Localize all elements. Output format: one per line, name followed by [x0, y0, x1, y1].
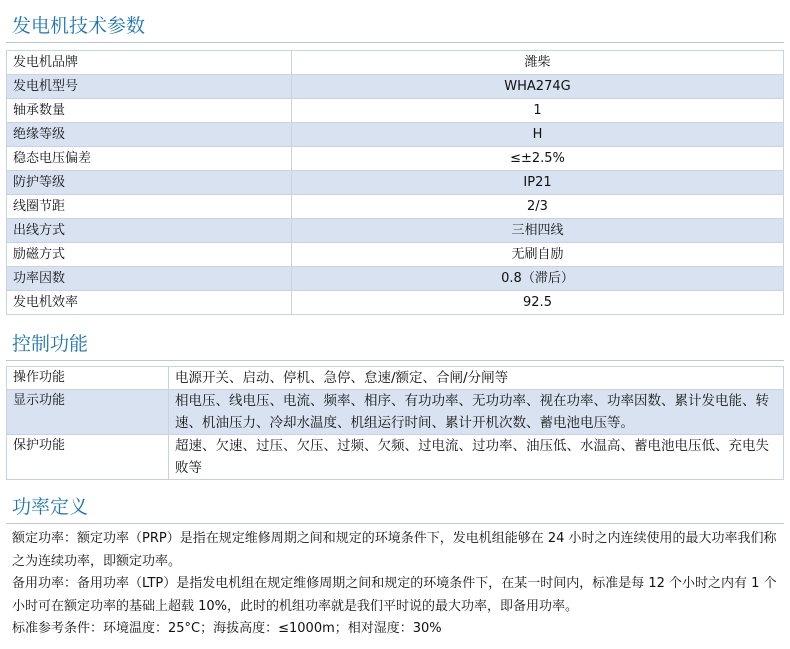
control-label-operation: 操作功能	[7, 367, 169, 390]
spec-label: 线圈节距	[7, 195, 292, 219]
reference-conditions-paragraph: 标准参考条件：环境温度：25°C；海拔高度：≤1000m；相对湿度：30%	[12, 621, 442, 636]
control-desc-protection: 超速、欠速、过压、欠压、过频、欠频、过电流、过功率、油压低、水温高、蓄电池电压低、充电失败等	[169, 435, 784, 480]
spec-value: 2/3	[292, 195, 784, 219]
table-row	[7, 267, 784, 291]
table-row	[7, 291, 784, 315]
rated-power-paragraph: 额定功率：额定功率（PRP）是指在规定维修周期之间和规定的环境条件下，发电机组能够在 24 小时之内连续使用的最大功率我们称之为连续功率，即额定功率。	[12, 531, 777, 569]
standby-power-paragraph: 备用功率：备用功率（LTP）是指发电机组在规定维修周期之间和规定的环境条件下，在某一时间内，标准是每 12 个小时之内有 1 个小时可在额定功率的基础上超载 10%，此时的机组功率就是我们平时说的最大功率，即备用功率。	[12, 576, 777, 614]
spec-value: 三相四线	[292, 219, 784, 243]
control-section-rule	[6, 360, 784, 361]
power-section-rule	[6, 523, 784, 524]
power-section-title: 功率定义	[12, 496, 89, 518]
table-row	[7, 75, 784, 99]
spec-label: 绝缘等级	[7, 123, 292, 147]
table-row	[7, 99, 784, 123]
spec-label: 轴承数量	[7, 99, 292, 123]
spec-section-title: 发电机技术参数	[12, 15, 146, 37]
spec-value: IP21	[292, 171, 784, 195]
table-row	[7, 219, 784, 243]
control-desc-display: 相电压、线电压、电流、频率、相序、有功功率、无功功率、视在功率、功率因数、累计发电能、转速、机油压力、冷却水温度、机组运行时间、累计开机次数、蓄电池电压等。	[169, 390, 784, 435]
spec-label: 稳态电压偏差	[7, 147, 292, 171]
power-definition-text	[12, 528, 784, 641]
spec-value: 无刷自励	[292, 243, 784, 267]
table-row	[7, 367, 784, 390]
control-table	[6, 366, 784, 480]
spec-value: 潍柴	[292, 51, 784, 75]
control-label-display: 显示功能	[7, 390, 169, 435]
spec-value: WHA274G	[292, 75, 784, 99]
control-label-protection: 保护功能	[7, 435, 169, 480]
table-row	[7, 147, 784, 171]
spec-label: 发电机效率	[7, 291, 292, 315]
control-desc-operation: 电源开关、启动、停机、急停、怠速/额定、合闸/分闸等	[169, 367, 784, 390]
spec-label: 发电机品牌	[7, 51, 292, 75]
table-row	[7, 123, 784, 147]
table-row	[7, 51, 784, 75]
spec-section-rule	[6, 42, 784, 43]
spec-table	[6, 50, 784, 315]
spec-value: 0.8（滞后）	[292, 267, 784, 291]
table-row	[7, 243, 784, 267]
spec-value: H	[292, 123, 784, 147]
spec-label: 励磁方式	[7, 243, 292, 267]
table-row	[7, 171, 784, 195]
control-section-title: 控制功能	[12, 333, 89, 355]
spec-label: 功率因数	[7, 267, 292, 291]
spec-label: 发电机型号	[7, 75, 292, 99]
table-row	[7, 390, 784, 435]
spec-label: 防护等级	[7, 171, 292, 195]
spec-value: 1	[292, 99, 784, 123]
table-row	[7, 195, 784, 219]
table-row	[7, 435, 784, 480]
spec-value: 92.5	[292, 291, 784, 315]
spec-value: ≤±2.5%	[292, 147, 784, 171]
spec-label: 出线方式	[7, 219, 292, 243]
